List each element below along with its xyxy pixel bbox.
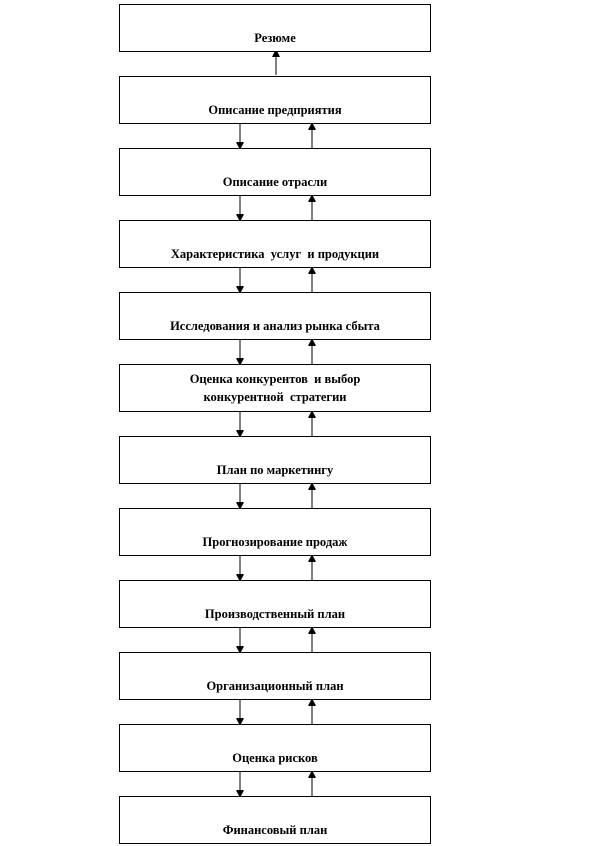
step-risk-assessment-box [119, 724, 431, 772]
step-production-plan-box [119, 580, 431, 628]
step-products-services-box [119, 220, 431, 268]
step-competitors-strategy-box [119, 364, 431, 412]
step-sales-forecast-box [119, 508, 431, 556]
step-industry-description-box [119, 148, 431, 196]
step-company-description-box [119, 76, 431, 124]
step-marketing-plan-box [119, 436, 431, 484]
step-summary-label: Резюме [254, 31, 296, 45]
step-products-services-label: Характеристика услуг и продукции [170, 247, 380, 261]
step-marketing-plan-label: План по маркетингу [216, 463, 334, 477]
step-organizational-plan-label: Организационный план [206, 679, 344, 693]
step-risk-assessment-label: Оценка рисков [232, 751, 318, 765]
step-company-description-label: Описание предприятия [208, 103, 342, 117]
step-competitors-strategy-label: Оценка конкурентов и выбор конкурентной стратегии [189, 372, 361, 404]
step-organizational-plan-box [119, 652, 431, 700]
step-sales-forecast-label: Прогнозирование продаж [202, 535, 348, 549]
step-market-research-box [119, 292, 431, 340]
step-financial-plan-label: Финансовый план [222, 823, 328, 837]
step-financial-plan-box [119, 796, 431, 844]
step-industry-description-label: Описание отрасли [222, 175, 328, 189]
step-production-plan-label: Производственный план [204, 607, 346, 621]
step-summary-box [119, 4, 431, 52]
step-market-research-label: Исследования и анализ рынка сбыта [170, 319, 380, 333]
